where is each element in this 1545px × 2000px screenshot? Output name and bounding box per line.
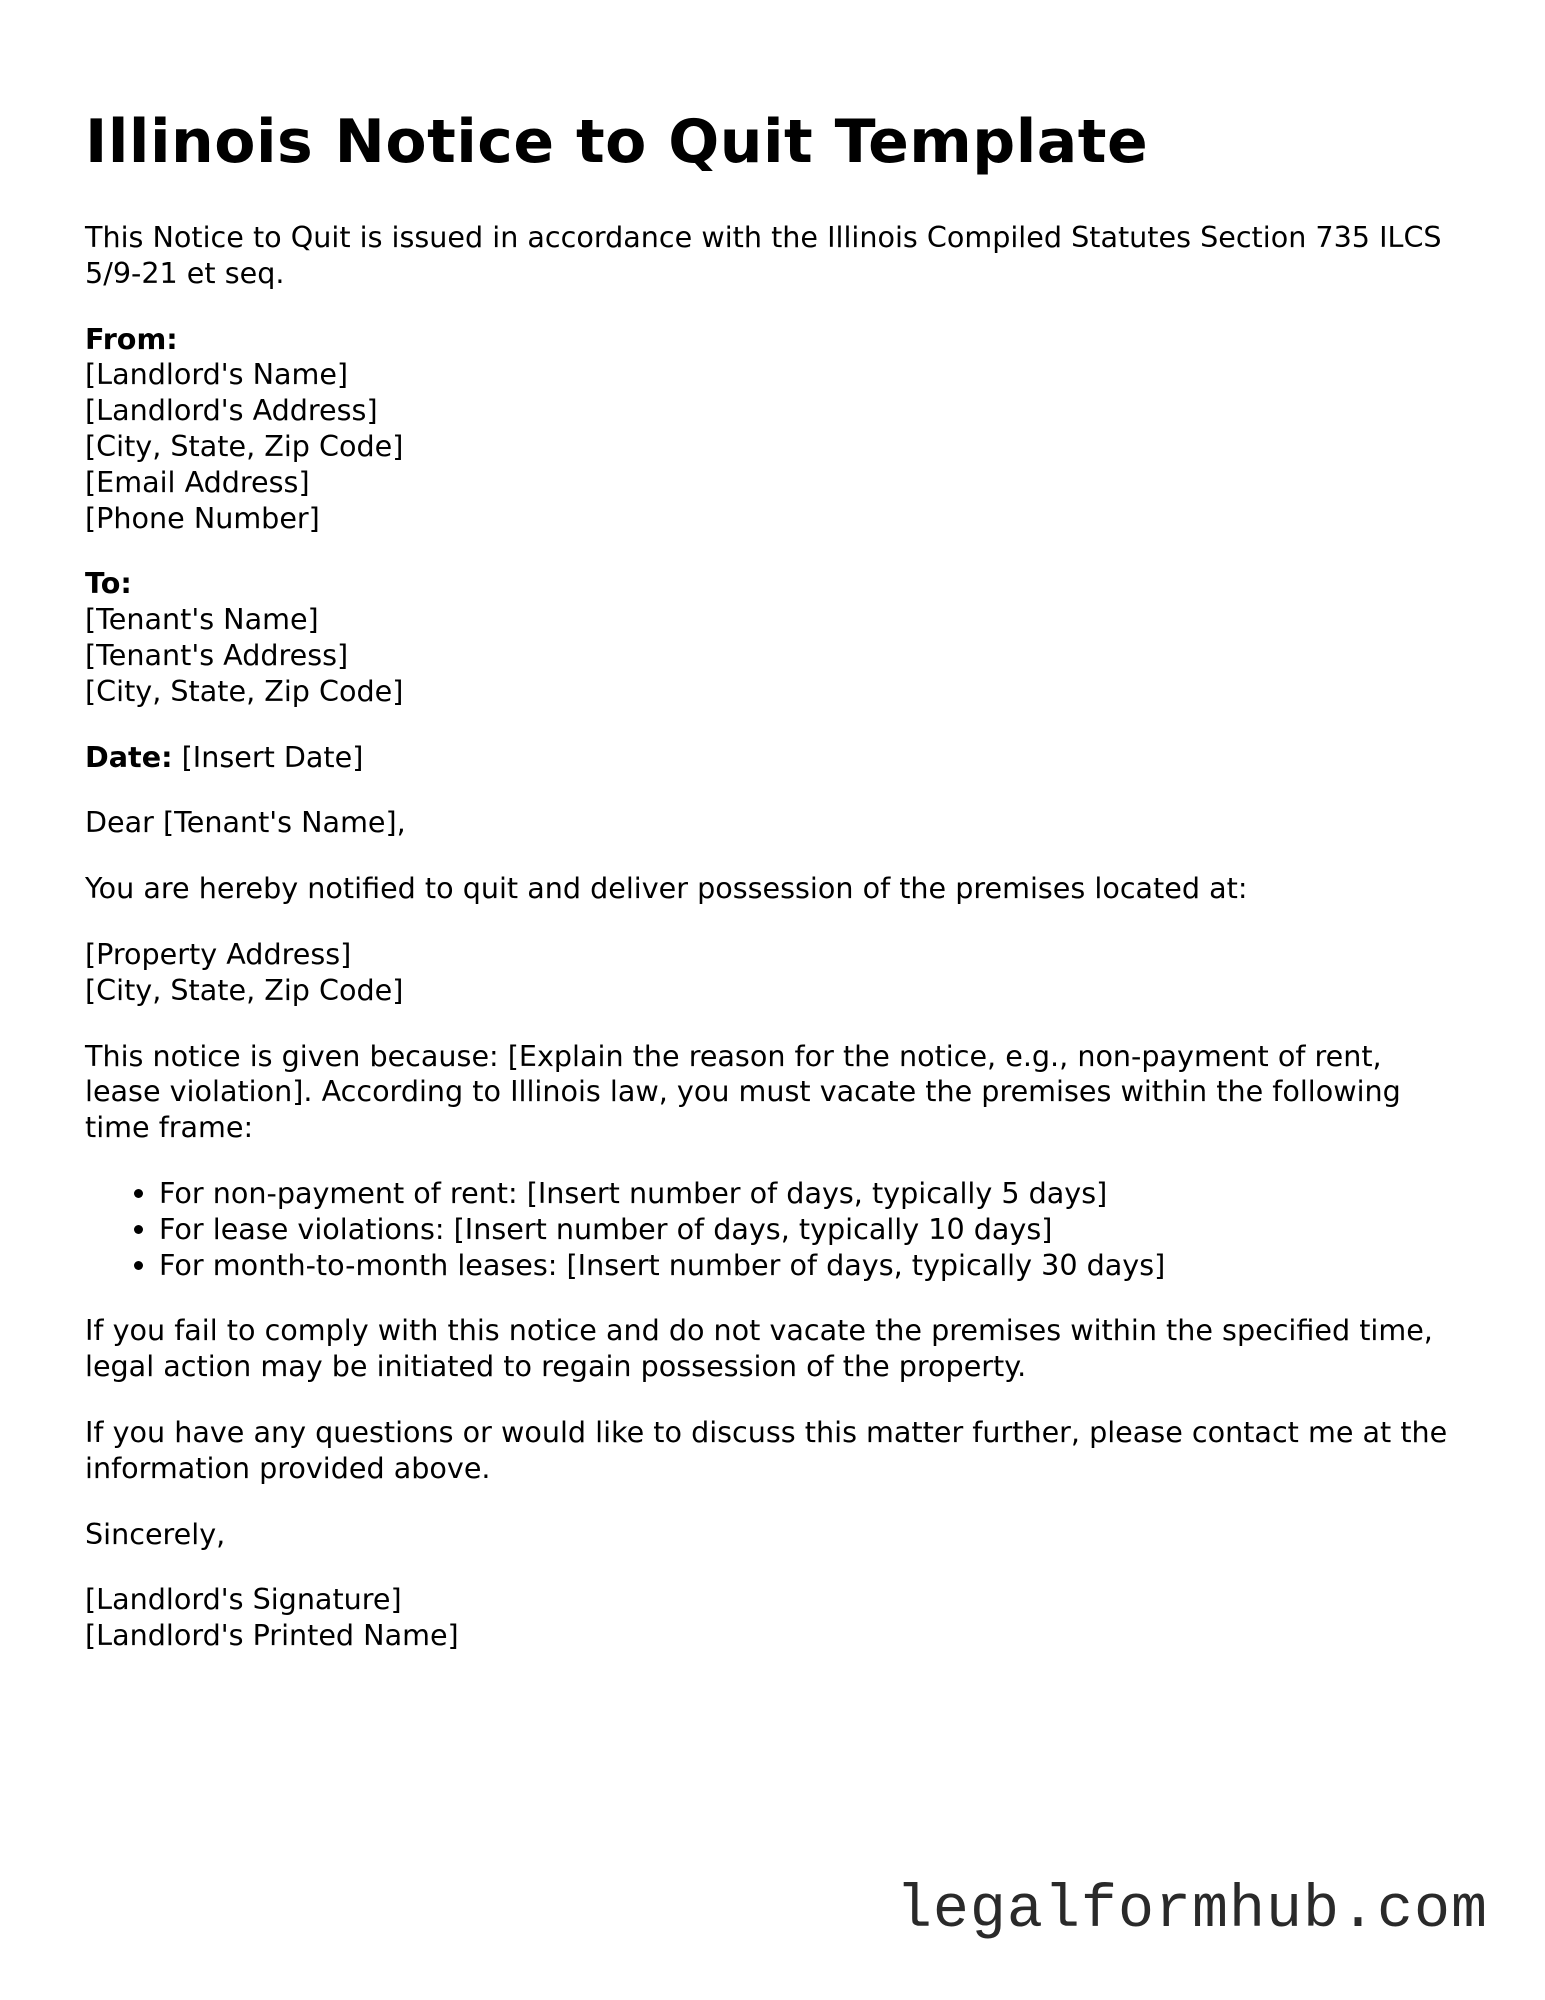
property-line: [City, State, Zip Code] — [85, 972, 404, 1007]
from-line: [Email Address] — [85, 464, 310, 499]
document-page — [85, 102, 1465, 1684]
from-line: [Landlord's Address] — [85, 393, 378, 428]
list-item: • For month-to-month leases: [Insert number of days, typically 30 days] — [159, 1248, 1465, 1284]
list-item: • For non-payment of rent: [Insert number of days, typically 5 days] — [159, 1176, 1465, 1212]
from-line: [Phone Number] — [85, 500, 320, 535]
from-line: [City, State, Zip Code] — [85, 428, 404, 463]
document-title: Illinois Notice to Quit Template — [85, 107, 1149, 177]
from-line: [Landlord's Name] — [85, 357, 349, 392]
consequence-paragraph: If you fail to comply with this notice and do not vacate the premises within the specified time, legal action may be initiated to regain possession of the property. — [85, 1313, 1433, 1384]
timeframe-list — [85, 1176, 1465, 1283]
document-body — [85, 220, 1465, 1654]
date-label: Date: — [85, 739, 173, 774]
site-watermark: legalformhub.com — [895, 1877, 1488, 1945]
signature-line: [Landlord's Signature] — [85, 1582, 402, 1617]
to-block — [85, 566, 1465, 709]
property-line: [Property Address] — [85, 936, 352, 971]
reason-paragraph: This notice is given because: [Explain the reason for the notice, e.g., non-payment of rent, lease violation]. According to Illinois law, you must vacate the premises within the following time frame: — [85, 1038, 1401, 1145]
date-line — [85, 740, 1465, 776]
date-value: [Insert Date] — [181, 739, 364, 774]
contact-paragraph: If you have any questions or would like to discuss this matter further, please contact me at the information provided above. — [85, 1414, 1448, 1485]
from-label: From: — [85, 321, 178, 356]
notified-paragraph: You are hereby notified to quit and deliver possession of the premises located at: — [85, 871, 1248, 906]
property-block — [85, 937, 1465, 1009]
to-line: [Tenant's Name] — [85, 602, 319, 637]
from-block — [85, 322, 1465, 537]
to-line: [City, State, Zip Code] — [85, 673, 404, 708]
to-label: To: — [85, 566, 132, 601]
to-line: [Tenant's Address] — [85, 637, 349, 672]
printed-name-line: [Landlord's Printed Name] — [85, 1618, 459, 1653]
signature-block — [85, 1582, 1465, 1654]
closing: Sincerely, — [85, 1516, 226, 1551]
list-item: • For lease violations: [Insert number of days, typically 10 days] — [159, 1212, 1465, 1248]
salutation: Dear [Tenant's Name], — [85, 805, 406, 840]
intro-paragraph: This Notice to Quit is issued in accordance with the Illinois Compiled Statutes Section 735 ILCS 5/9-21 et seq. — [85, 220, 1442, 290]
